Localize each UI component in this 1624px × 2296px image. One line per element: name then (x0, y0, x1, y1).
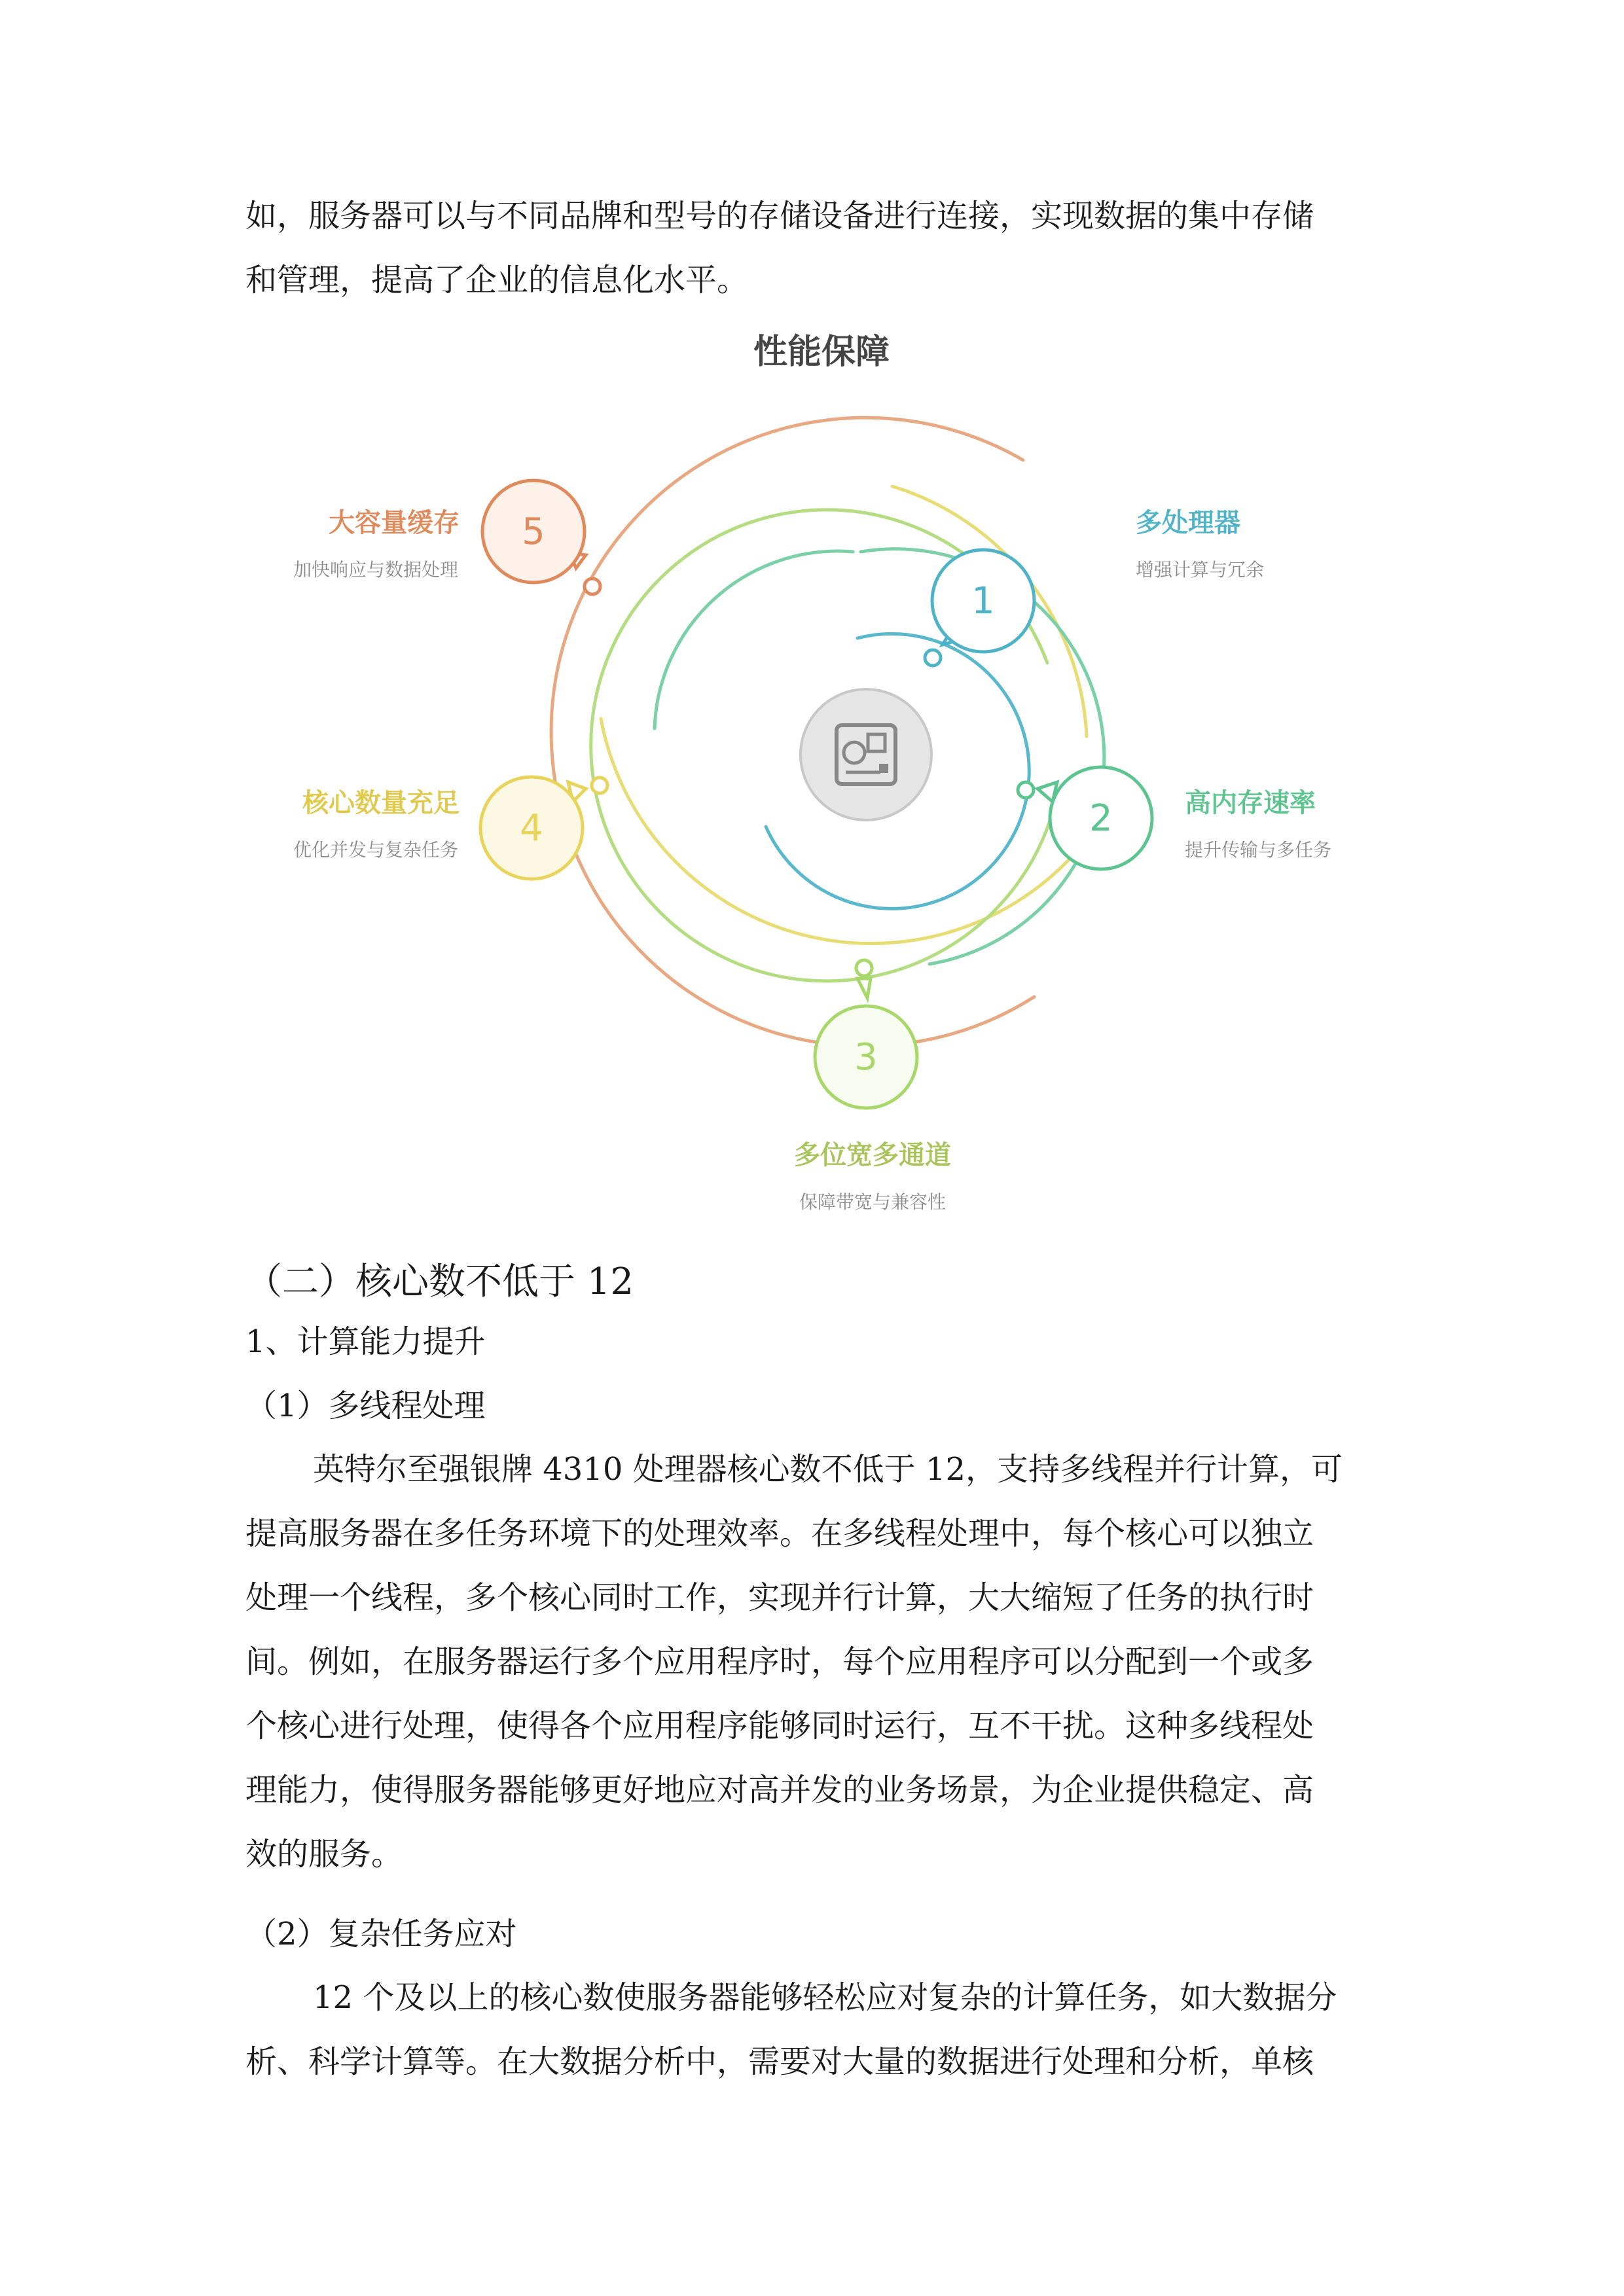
bubble-4 (480, 777, 586, 879)
intro-line-1: 如，服务器可以与不同品牌和型号的存储设备进行连接，实现数据的集中存储 (245, 198, 1314, 234)
paragraph-2-title: （2）复杂任务应对 (245, 1916, 517, 1952)
bubble-5-number: 5 (522, 511, 545, 553)
paragraph-1-line: 间。例如，在服务器运行多个应用程序时，每个应用程序可以分配到一个或多 (245, 1643, 1314, 1680)
section-heading: （二）核心数不低于 12 (245, 1261, 634, 1303)
bubble-2-number: 2 (1089, 797, 1113, 840)
desc-4: 优化并发与复杂任务 (293, 839, 458, 861)
paragraph-1-title: （1）多线程处理 (245, 1388, 486, 1424)
intro-line-2: 和管理，提高了企业的信息化水平。 (245, 262, 749, 298)
paragraph-2-line: 析、科学计算等。在大数据分析中，需要对大量的数据进行处理和分析，单核 (245, 2043, 1314, 2080)
connector-dot-5 (585, 579, 600, 594)
paragraph-1-line: 理能力，使得服务器能够更好地应对高并发的业务场景，为企业提供稳定、高 (245, 1772, 1314, 1808)
connector-dot-2 (1018, 782, 1034, 798)
paragraph-1-line: 英特尔至强银牌 4310 处理器核心数不低于 12，支持多线程并行计算，可 (313, 1451, 1343, 1488)
section-subheading: 1、计算能力提升 (245, 1323, 486, 1360)
bubble-5 (482, 480, 586, 583)
desc-2: 提升传输与多任务 (1185, 839, 1332, 861)
bubble-3-number: 3 (854, 1036, 878, 1079)
paragraph-1-line: 个核心进行处理，使得各个应用程序能够同时运行，互不干扰。这种多线程处 (245, 1708, 1314, 1744)
diagram-title: 性能保障 (753, 332, 890, 372)
label-3: 多位宽多通道 (794, 1140, 951, 1170)
desc-3: 保障带宽与兼容性 (799, 1191, 947, 1213)
connector-dot-4 (592, 778, 607, 793)
paragraph-1-line: 效的服务。 (245, 1836, 403, 1873)
label-2: 高内存速率 (1185, 788, 1316, 818)
connector-dot-3 (856, 960, 872, 976)
bubble-3 (815, 978, 917, 1108)
bubble-2 (1038, 767, 1152, 869)
desc-1: 增强计算与冗余 (1136, 559, 1265, 581)
bubble-1 (932, 550, 1034, 652)
paragraph-2-line: 12 个及以上的核心数使服务器能够轻松应对复杂的计算任务，如大数据分 (313, 1979, 1337, 2016)
label-4: 核心数量充足 (302, 788, 460, 818)
orbit-arc-2b (655, 551, 853, 728)
paragraph-1-line: 处理一个线程，多个核心同时工作，实现并行计算，大大缩短了任务的执行时 (245, 1579, 1314, 1616)
performance-diagram (0, 314, 1624, 1257)
label-1: 多处理器 (1136, 508, 1240, 538)
label-5: 大容量缓存 (329, 508, 460, 538)
desc-5: 加快响应与数据处理 (293, 559, 458, 581)
paragraph-1-line: 提高服务器在多任务环境下的处理效率。在多线程处理中，每个核心可以独立 (245, 1515, 1314, 1552)
connector-dot-1 (925, 650, 941, 666)
bubble-4-number: 4 (520, 807, 543, 850)
processor-chip-icon (801, 689, 931, 820)
bubble-1-number: 1 (971, 580, 995, 622)
